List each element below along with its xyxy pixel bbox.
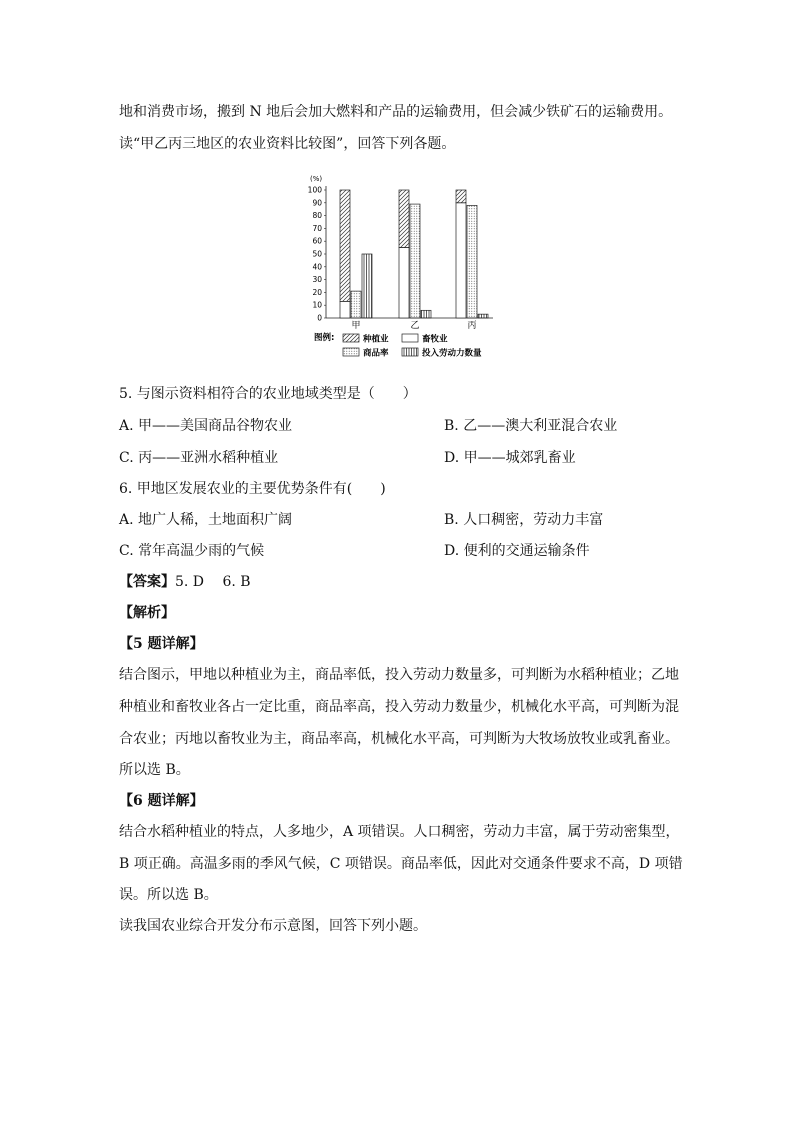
answer-line xyxy=(119,572,251,592)
commodity-rate-bar xyxy=(351,291,361,318)
y-tick-label: 30 xyxy=(312,275,322,285)
y-tick-label: 90 xyxy=(312,198,322,208)
q5-option-c: C. 丙——亚洲水稻种植业 xyxy=(119,450,279,466)
q5-detail-line: 合农业；丙地以畜牧业为主，商品率高，机械化水平高，可判断为大牧场放牧业或乳畜业。 xyxy=(119,731,679,747)
y-tick-label: 10 xyxy=(312,300,322,310)
answer-label: 【答案】 xyxy=(119,574,175,590)
legend-title: 图例: xyxy=(314,333,335,343)
category-label: 丙 xyxy=(467,321,477,331)
legend-swatch xyxy=(343,348,359,356)
q6-stem: 6. 甲地区发展农业的主要优势条件有( ) xyxy=(119,481,386,497)
crop-farming-bar xyxy=(456,190,466,203)
legend-label: 商品率 xyxy=(363,348,389,359)
commodity-rate-bar xyxy=(410,204,420,318)
y-tick-label: 60 xyxy=(312,236,322,246)
legend-label: 种植业 xyxy=(363,334,389,345)
q5-option-b: B. 乙——澳大利亚混合农业 xyxy=(444,418,618,434)
q5-detail-line: 所以选 B。 xyxy=(119,762,190,778)
q6-detail-line: 误。所以选 B。 xyxy=(119,887,218,903)
legend-label: 投入劳动力数量 xyxy=(422,348,482,359)
q5-detail-line: 种植业和畜牧业各占一定比重，商品率高，投入劳动力数量少，机械化水平高，可判断为混 xyxy=(119,699,679,715)
q6-detail-line: B 项正确。高温多雨的季风气候，C 项错误。商品率低，因此对交通条件要求不高，D 项错 xyxy=(119,856,683,872)
legend-swatch xyxy=(343,334,359,342)
category-label: 甲 xyxy=(351,321,361,331)
y-tick-label: 0 xyxy=(317,313,322,323)
y-tick-label: 50 xyxy=(312,249,322,259)
q5-option-a: A. 甲——美国商品谷物农业 xyxy=(119,418,293,434)
crop-farming-bar xyxy=(399,190,409,248)
y-tick-label: 80 xyxy=(312,211,322,221)
q6-option-a: A. 地广人稀，土地面积广阔 xyxy=(119,512,293,528)
q6-option-c: C. 常年高温少雨的气候 xyxy=(119,543,265,559)
livestock-bar xyxy=(399,248,409,318)
q5-detail-line: 结合图示，甲地以种植业为主，商品率低，投入劳动力数量多，可判断为水稻种植业；乙地 xyxy=(119,667,679,683)
q6-option-b: B. 人口稠密，劳动力丰富 xyxy=(444,512,604,528)
analysis-label: 【解析】 xyxy=(119,605,175,621)
q6-option-d: D. 便利的交通运输条件 xyxy=(444,543,590,559)
q5-detail-label: 【5 题详解】 xyxy=(119,636,204,652)
legend-swatch xyxy=(402,348,418,356)
answer-text: 5. D 6. B xyxy=(175,574,251,590)
closing-line: 读我国农业综合开发分布示意图，回答下列小题。 xyxy=(119,918,427,934)
labor-input-bar xyxy=(421,310,431,318)
livestock-bar xyxy=(340,301,350,318)
y-tick-label: 100 xyxy=(307,185,322,195)
y-tick-label: 40 xyxy=(312,262,322,272)
y-tick-label: 70 xyxy=(312,223,322,233)
labor-input-bar xyxy=(478,314,488,318)
legend-swatch xyxy=(402,334,418,342)
commodity-rate-bar xyxy=(467,205,477,318)
category-label: 乙 xyxy=(410,321,420,331)
y-axis-unit-label: (%) xyxy=(310,175,323,183)
crop-farming-bar xyxy=(340,190,350,301)
legend-label: 畜牧业 xyxy=(422,334,448,345)
q5-stem: 5. 与图示资料相符合的农业地域类型是（ ） xyxy=(119,386,417,402)
q6-detail-label: 【6 题详解】 xyxy=(119,793,204,809)
labor-input-bar xyxy=(362,254,372,318)
intro-line-1: 地和消费市场，搬到 N 地后会加大燃料和产品的运输费用，但会减少铁矿石的运输费用。 xyxy=(119,104,673,120)
q6-detail-line: 结合水稻种植业的特点，人多地少，A 项错误。人口稠密，劳动力丰富，属于劳动密集型， xyxy=(119,824,680,840)
y-tick-label: 20 xyxy=(312,287,322,297)
intro-line-2: 读“甲乙丙三地区的农业资料比较图”，回答下列各题。 xyxy=(119,136,456,152)
q5-option-d: D. 甲——城郊乳畜业 xyxy=(444,450,576,466)
agriculture-comparison-chart xyxy=(298,170,518,365)
livestock-bar xyxy=(456,203,466,318)
